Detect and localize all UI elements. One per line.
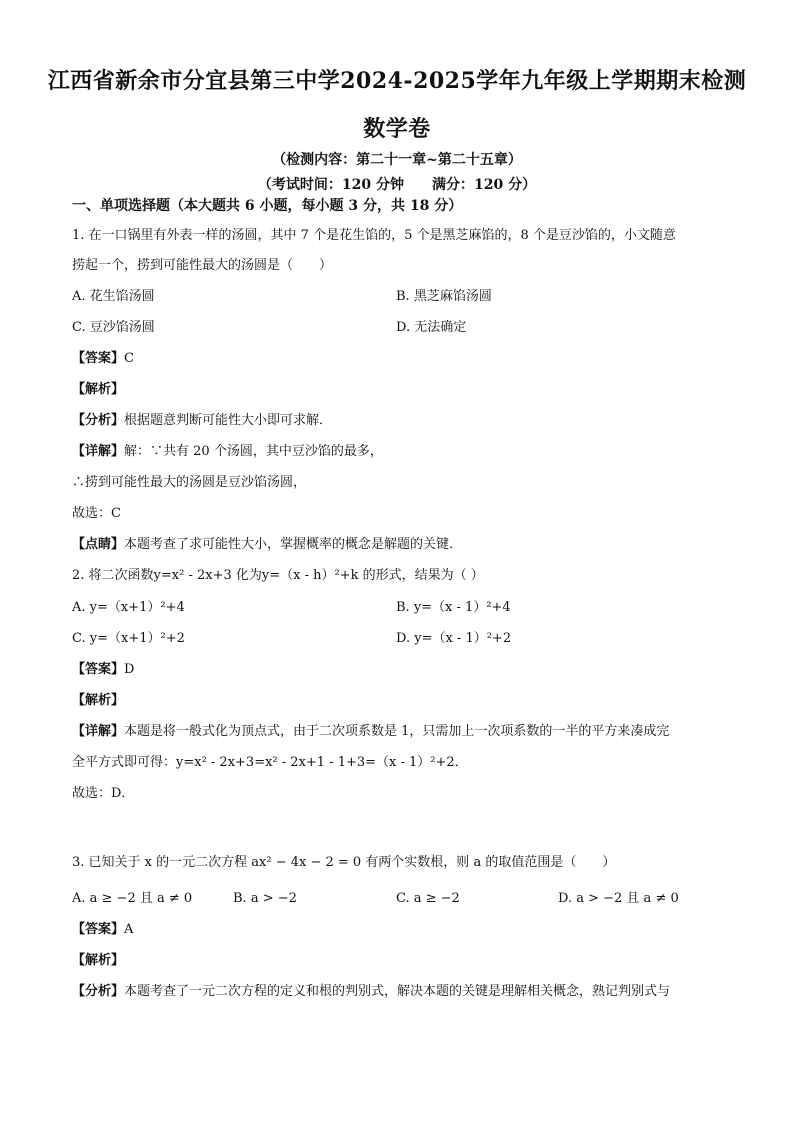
q3-option-d: D. a > −2 且 a ≠ 0 (558, 891, 679, 906)
q3-answer (72, 922, 722, 938)
q1-stem-line1: 1. 在一口锅里有外表一样的汤圆，其中 7 个是花生馅的，5 个是黑芝麻馅的，8 个是豆沙馅的，小文随意 (72, 228, 676, 243)
xiangjie-tag: 【详解】 (72, 724, 125, 739)
page-title-line1: 江西省新余市分宜县第三中学2024-2025学年九年级上学期期末检测 (47, 68, 747, 94)
xiangjie-text: 解：∵共有 20 个汤圆，其中豆沙馅的最多， (124, 444, 383, 459)
q1-option-c: C. 豆沙馅汤圆 (72, 320, 155, 335)
answer-tag: 【答案】 (72, 662, 125, 677)
q2-option-a: A. y=（x+1）²+4 (72, 600, 185, 615)
q3-fenxi (72, 984, 722, 1000)
q3-stem: 3. 已知关于 x 的一元二次方程 ax² − 4x − 2 = 0 有两个实数根，则 a 的取值范围是（ ） (72, 855, 616, 870)
q2-answer (72, 662, 722, 678)
q3-option-b: B. a > −2 (233, 891, 297, 906)
q1-xiangjie (72, 444, 722, 460)
q3-jiexi: 【解析】 (72, 953, 125, 968)
q2-jiexi: 【解析】 (72, 693, 125, 708)
q1-guxuan: 故选：C (72, 506, 121, 521)
answer-tag: 【答案】 (72, 922, 125, 937)
fenxi-tag: 【分析】 (72, 984, 125, 999)
answer-value: D (124, 662, 135, 677)
dianjing-tag: 【点睛】 (72, 537, 125, 552)
answer-tag: 【答案】 (72, 351, 125, 366)
q2-option-c: C. y=（x+1）²+2 (72, 631, 185, 646)
fenxi-text: 根据题意判断可能性大小即可求解． (124, 413, 333, 428)
q2-option-b: B. y=（x - 1）²+4 (396, 600, 511, 615)
q1-dianjing (72, 537, 722, 553)
fenxi-text: 本题考查了一元二次方程的定义和根的判别式，解决本题的关键是理解相关概念，熟记判别式与 (124, 984, 671, 999)
q2-xiangjie-line2: 全平方式即可得：y=x² - 2x+3=x² - 2x+1 - 1+3=（x - 1）²+2． (72, 755, 468, 770)
q1-option-a: A. 花生馅汤圆 (72, 289, 155, 304)
xiangjie-text: 本题是将一般式化为顶点式，由于二次项系数是 1，只需加上一次项系数的一半的平方来凑成完 (124, 724, 670, 739)
exam-info: （考试时间：120 分钟 满分：120 分） (257, 177, 537, 193)
q1-xiangjie-line2: ∴捞到可能性最大的汤圆是豆沙馅汤圆， (72, 475, 307, 490)
dianjing-text: 本题考查了求可能性大小，掌握概率的概念是解题的关键． (124, 537, 463, 552)
q2-xiangjie (72, 724, 722, 740)
q1-stem-line2: 捞起一个，捞到可能性最大的汤圆是（ ） (72, 258, 333, 273)
answer-value: A (124, 922, 134, 937)
q3-option-c: C. a ≥ −2 (396, 891, 460, 906)
q1-answer (72, 351, 722, 367)
q2-guxuan: 故选：D． (72, 786, 135, 801)
q2-option-d: D. y=（x - 1）²+2 (396, 631, 512, 646)
q3-option-a: A. a ≥ −2 且 a ≠ 0 (72, 891, 193, 906)
answer-value: C (124, 351, 134, 366)
q1-option-b: B. 黑芝麻馅汤圆 (396, 289, 492, 304)
page-title-line2: 数学卷 (363, 116, 431, 142)
section-heading: 一、单项选择题（本大题共 6 小题，每小题 3 分，共 18 分） (72, 198, 463, 214)
q2-stem: 2. 将二次函数y=x² - 2x+3 化为y=（x - h）²+k 的形式，结果为（ ） (72, 568, 484, 583)
xiangjie-tag: 【详解】 (72, 444, 125, 459)
fenxi-tag: 【分析】 (72, 413, 125, 428)
q1-jiexi: 【解析】 (72, 382, 125, 397)
q1-fenxi (72, 413, 722, 429)
q1-option-d: D. 无法确定 (396, 320, 467, 335)
content-note: （检测内容：第二十一章~第二十五章） (272, 152, 522, 168)
